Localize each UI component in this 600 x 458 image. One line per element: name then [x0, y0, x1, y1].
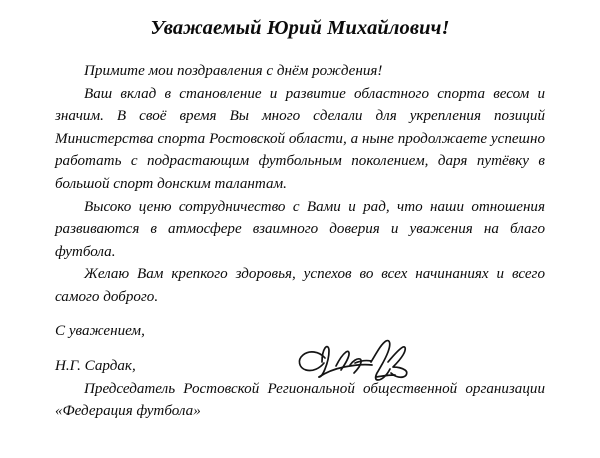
paragraph-greeting: Примите мои поздравления с днём рождения!	[84, 63, 383, 79]
letter-body	[55, 60, 545, 309]
signer-name: Н.Г. Сардак,	[55, 358, 136, 374]
signature-block	[55, 355, 545, 423]
signer-role: Председатель Ростовской Региональной общественной организации «Федерация футбола»	[55, 380, 545, 420]
paragraph-wishes: Желаю Вам крепкого здоровья, успехов во всех начинаниях и всего самого доброго.	[55, 266, 545, 305]
paragraph-cooperation: Высоко ценю сотрудничество с Вами и рад, что наши отношения развиваются в атмосфере взаимного доверия и уважения на благо футбола.	[55, 198, 545, 260]
closing-salutation: С уважением,	[55, 323, 145, 339]
paragraph-contribution: Ваш вклад в становление и развитие областного спорта весом и значим. В своё время Вы много сделали для укрепления позиций Министерства спорта Ростовской области, а ныне продолжаете успешно работать с подрастающим футбольным поколением, даря путёвку в большой спорт донским талантам.	[55, 85, 545, 192]
letter-closing	[55, 320, 545, 343]
letter-title: Уважаемый Юрий Михайлович!	[150, 17, 450, 39]
